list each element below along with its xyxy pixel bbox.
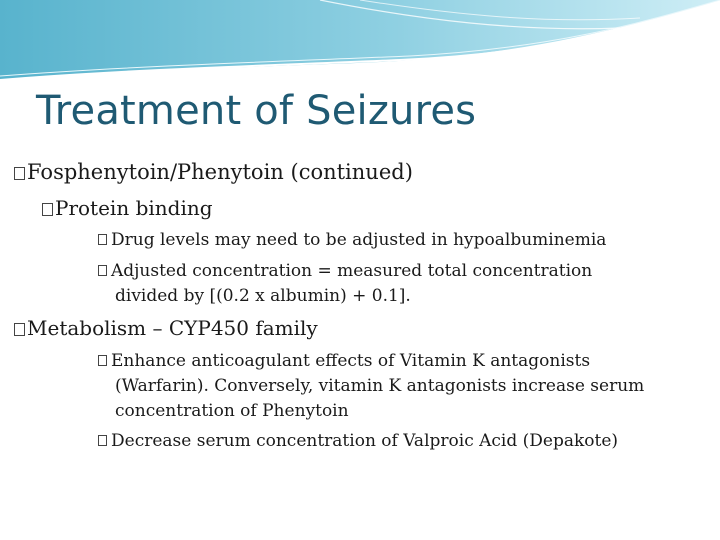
- bullet-level2: [42, 196, 213, 220]
- bullet-level3: [98, 351, 590, 371]
- bullet-level1: [14, 316, 318, 340]
- bullet-text-continuation: divided by [(0.2 x albumin) + 0.1].: [115, 286, 411, 306]
- bullet-level3: [98, 431, 618, 451]
- bullet-marker-icon: [14, 167, 25, 180]
- bullet-text-continuation: concentration of Phenytoin: [115, 401, 349, 421]
- bullet-text: Decrease serum concentration of Valproic Acid (Depakote): [111, 431, 619, 451]
- bullet-text: Fosphenytoin/Phenytoin (continued): [27, 160, 413, 184]
- bullet-level3: [98, 261, 592, 281]
- bullet-marker-icon: [98, 435, 107, 446]
- bullet-text: Enhance anticoagulant effects of Vitamin K antagonists: [111, 351, 591, 371]
- bullet-marker-icon: [98, 234, 107, 245]
- header-wave-decoration: [0, 0, 720, 90]
- bullet-level1: [14, 160, 413, 184]
- bullet-level3: [98, 230, 606, 250]
- bullet-marker-icon: [98, 355, 107, 366]
- bullet-text: Adjusted concentration = measured total concentration: [111, 261, 593, 281]
- bullet-text: Protein binding: [55, 196, 213, 220]
- bullet-marker-icon: [98, 265, 107, 276]
- bullet-marker-icon: [42, 203, 53, 216]
- bullet-text: Metabolism – CYP450 family: [27, 316, 318, 340]
- slide-title: Treatment of Seizures: [36, 88, 477, 134]
- bullet-text: Drug levels may need to be adjusted in hypoalbuminemia: [111, 230, 607, 250]
- bullet-marker-icon: [14, 323, 25, 336]
- bullet-text-continuation: (Warfarin). Conversely, vitamin K antagonists increase serum: [115, 376, 645, 396]
